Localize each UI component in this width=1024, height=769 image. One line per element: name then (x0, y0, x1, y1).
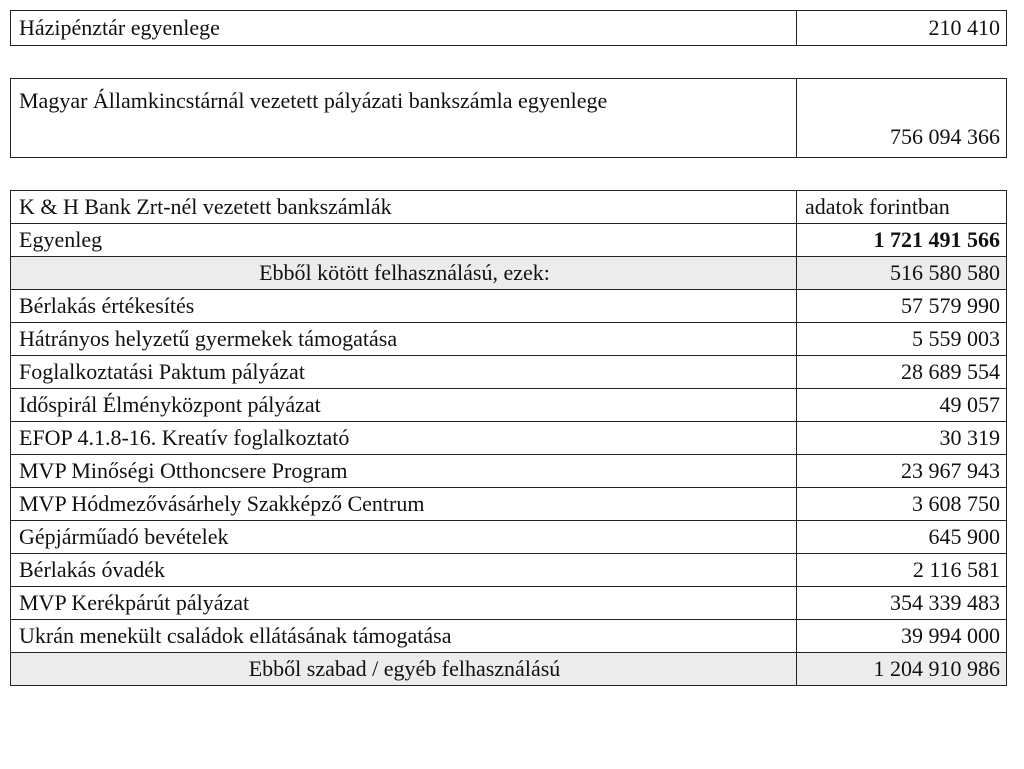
item-row (11, 356, 1007, 389)
cash-row (11, 11, 1007, 46)
item-label: Bérlakás értékesítés (11, 290, 797, 323)
item-value: 5 559 003 (797, 323, 1007, 356)
item-row (11, 521, 1007, 554)
item-row (11, 455, 1007, 488)
bank-header-row (11, 191, 1007, 224)
item-label: MVP Kerékpárút pályázat (11, 587, 797, 620)
item-label: MVP Hódmezővásárhely Szakképző Centrum (11, 488, 797, 521)
item-value: 3 608 750 (797, 488, 1007, 521)
free-use-label: Ebből szabad / egyéb felhasználású (11, 653, 797, 686)
treasury-value: 756 094 366 (797, 79, 1007, 158)
treasury-label: Magyar Államkincstárnál vezetett pályázati bankszámla egyenlege (11, 79, 797, 158)
item-row (11, 422, 1007, 455)
item-value: 645 900 (797, 521, 1007, 554)
restricted-value: 516 580 580 (797, 257, 1007, 290)
balance-row (11, 224, 1007, 257)
item-row (11, 587, 1007, 620)
cash-table (10, 10, 1007, 46)
cash-label: Házipénztár egyenlege (11, 11, 797, 46)
item-value: 30 319 (797, 422, 1007, 455)
item-value: 23 967 943 (797, 455, 1007, 488)
item-label: MVP Minőségi Otthoncsere Program (11, 455, 797, 488)
bank-header-label: K & H Bank Zrt-nél vezetett bankszámlák (11, 191, 797, 224)
item-label: Ukrán menekült családok ellátásának támogatása (11, 620, 797, 653)
item-value: 57 579 990 (797, 290, 1007, 323)
balance-value: 1 721 491 566 (797, 224, 1007, 257)
free-use-row (11, 653, 1007, 686)
cash-value: 210 410 (797, 11, 1007, 46)
bank-accounts-table (10, 190, 1007, 686)
item-row (11, 554, 1007, 587)
item-label: Hátrányos helyzetű gyermekek támogatása (11, 323, 797, 356)
item-value: 28 689 554 (797, 356, 1007, 389)
item-row (11, 620, 1007, 653)
bank-header-unit: adatok forintban (797, 191, 1007, 224)
item-row (11, 323, 1007, 356)
item-value: 39 994 000 (797, 620, 1007, 653)
item-label: Bérlakás óvadék (11, 554, 797, 587)
free-use-value: 1 204 910 986 (797, 653, 1007, 686)
item-value: 49 057 (797, 389, 1007, 422)
item-row (11, 290, 1007, 323)
item-label: EFOP 4.1.8-16. Kreatív foglalkoztató (11, 422, 797, 455)
balance-label: Egyenleg (11, 224, 797, 257)
item-row (11, 389, 1007, 422)
item-row (11, 488, 1007, 521)
treasury-row (11, 79, 1007, 158)
item-value: 2 116 581 (797, 554, 1007, 587)
item-value: 354 339 483 (797, 587, 1007, 620)
item-label: Foglalkoztatási Paktum pályázat (11, 356, 797, 389)
item-label: Gépjárműadó bevételek (11, 521, 797, 554)
restricted-label: Ebből kötött felhasználású, ezek: (11, 257, 797, 290)
treasury-table (10, 78, 1007, 158)
item-label: Időspirál Élményközpont pályázat (11, 389, 797, 422)
restricted-row (11, 257, 1007, 290)
